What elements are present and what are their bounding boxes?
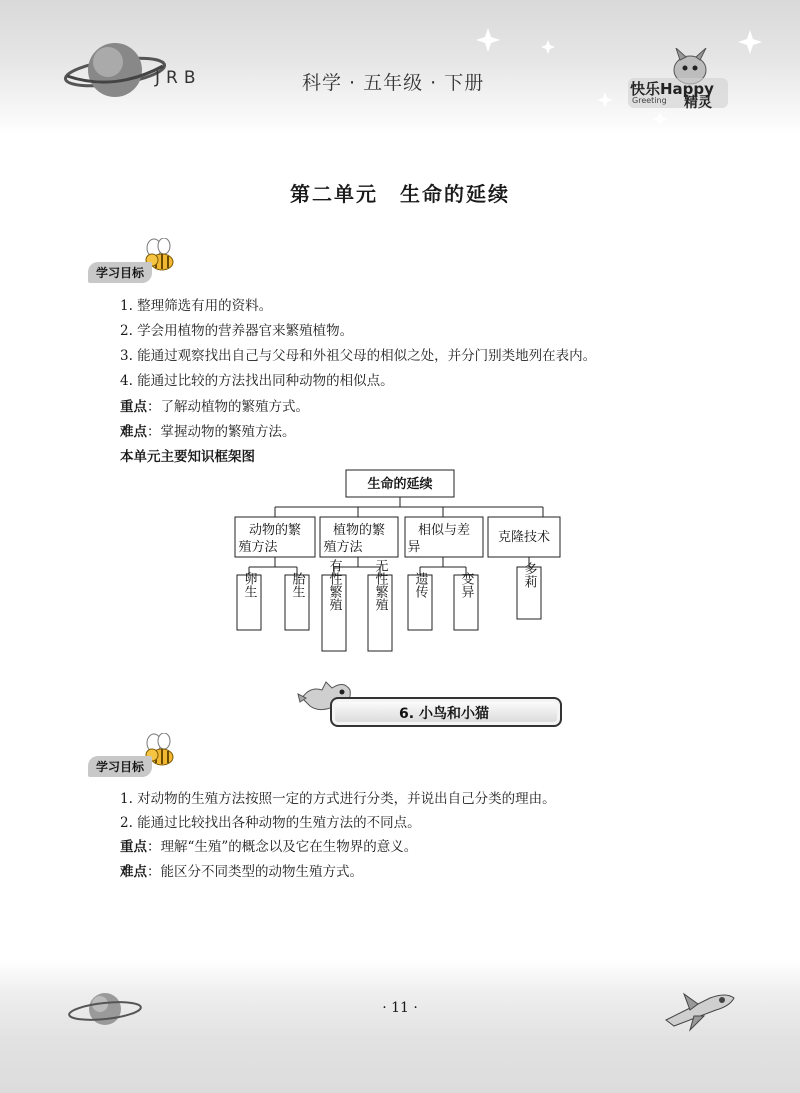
objective-1-4: 4. 能通过比较的方法找出同种动物的相似点。	[120, 373, 394, 389]
leaf-label: 卵生	[241, 572, 257, 598]
branch-3-line1: 相似与差	[417, 523, 471, 538]
lesson-title: 6. 小鸟和小猫	[399, 706, 489, 722]
branch-1-line2: 殖方法	[238, 540, 278, 555]
difficulty-1	[120, 420, 296, 440]
objective-1-1: 1. 整理筛选有用的资料。	[120, 298, 273, 314]
key-point-1	[120, 395, 309, 415]
brand-top: 快乐Happy	[630, 80, 714, 98]
key-text-1: ：了解动植物的繁殖方式。	[147, 399, 309, 415]
objective-1-2: 2. 学会用植物的营养器官来繁殖植物。	[120, 323, 354, 339]
difficulty-2	[120, 860, 363, 880]
branch-2-line1: 植物的繁	[332, 523, 386, 538]
root-label: 生命的延续	[367, 477, 433, 492]
difficulty-text-2: ：能区分不同类型的动物生殖方式。	[147, 864, 363, 880]
leaf-label: 遗传	[412, 572, 428, 598]
key-label-2: 重点	[120, 839, 147, 855]
brand-small: Greeting	[632, 96, 667, 105]
objective-2-2: 2. 能通过比较找出各种动物的生殖方法的不同点。	[120, 815, 421, 831]
branch-3-line2: 异	[407, 540, 421, 555]
difficulty-label-1: 难点	[120, 424, 147, 440]
key-point-2	[120, 835, 417, 855]
logo-text: JRB	[155, 68, 202, 88]
leaf-label: 胎生	[289, 572, 305, 598]
branch-1-line1: 动物的繁	[248, 523, 302, 538]
leaf-label: 变异	[458, 572, 474, 598]
knowledge-framework-diagram	[225, 465, 605, 660]
brand-bottom: 精灵	[684, 95, 712, 111]
objectives-badge-1: 学习目标	[88, 262, 152, 283]
brand-logo	[628, 48, 728, 110]
framework-heading: 本单元主要知识框架图	[120, 449, 255, 465]
saturn-icon	[64, 43, 166, 97]
branch-2-line2: 殖方法	[323, 540, 363, 555]
key-label-1: 重点	[120, 399, 147, 415]
objective-2-1: 1. 对动物的生殖方法按照一定的方式进行分类，并说出自己分类的理由。	[120, 791, 556, 807]
leaf-label: 有性繁殖	[326, 559, 342, 611]
unit-title: 第二单元 生命的延续	[290, 182, 510, 206]
branch-4-line1: 克隆技术	[497, 530, 551, 545]
key-text-2: ：理解“生殖”的概念以及它在生物界的意义。	[147, 839, 418, 855]
rocket-icon	[660, 980, 740, 1035]
saturn-icon	[60, 985, 160, 1035]
header-title: 科学 · 五年级 · 下册	[302, 72, 485, 94]
leaf-label: 多莉	[521, 562, 537, 588]
difficulty-label-2: 难点	[120, 864, 147, 880]
objectives-badge-2: 学习目标	[88, 756, 152, 777]
page-number: · 11 ·	[382, 1000, 418, 1016]
leaf-label: 无性繁殖	[372, 559, 388, 611]
objective-1-3: 3. 能通过观察找出自己与父母和外祖父母的相似之处，并分门别类地列在表内。	[120, 348, 597, 364]
difficulty-text-1: ：掌握动物的繁殖方法。	[147, 424, 296, 440]
